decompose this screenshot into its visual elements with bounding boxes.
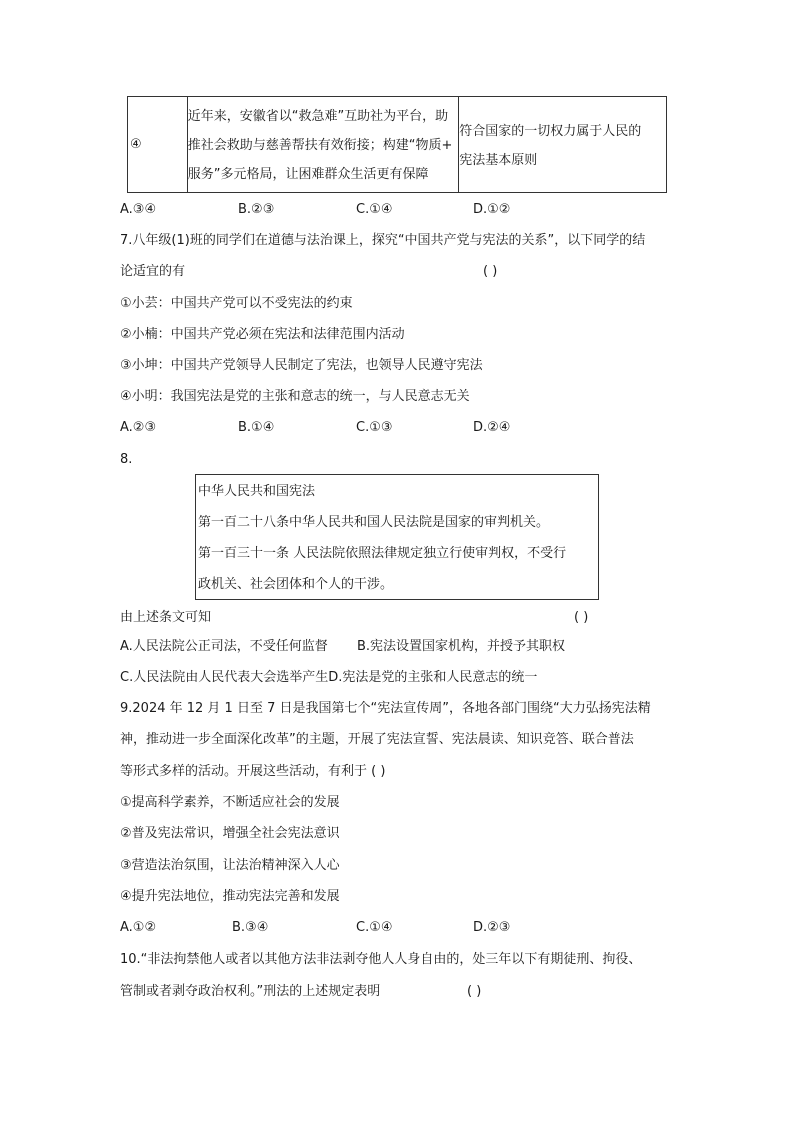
conclusion-line: 宪法基本原则	[459, 152, 538, 168]
q7-stem-line2: 论适宜的有	[120, 264, 186, 279]
q6-option-b[interactable]: B.②③	[238, 202, 275, 217]
q8-answer-blank[interactable]: ( )	[574, 610, 589, 625]
q8-number: 8.	[120, 452, 133, 467]
q7-item: ①小芸：中国共产党可以不受宪法的约束	[120, 296, 353, 311]
material-line: 服务”多元格局，让困难群众生活更有保障	[187, 167, 429, 182]
table-row	[128, 97, 667, 193]
q9-option-c[interactable]: C.①④	[356, 920, 393, 935]
q8-stem: 由上述条文可知	[120, 610, 212, 625]
q9-options	[120, 918, 680, 938]
q8-option-b[interactable]: B.宪法设置国家机构，并授予其职权	[357, 639, 566, 654]
q10-stem-line2: 管制或者剥夺政治权利。”刑法的上述规定表明	[120, 984, 381, 999]
q10-answer-blank[interactable]: ( )	[467, 984, 482, 999]
q7-item: ③小坤：中国共产党领导人民制定了宪法，也领导人民遵守宪法	[120, 358, 483, 373]
material-cell	[187, 97, 459, 193]
constitution-excerpt-box	[195, 474, 599, 600]
q9-option-b[interactable]: B.③④	[232, 920, 269, 935]
q8-option-a[interactable]: A.人民法院公正司法，不受任何监督	[120, 639, 328, 654]
q7-option-a[interactable]: A.②③	[120, 420, 157, 435]
q9-stem-line2: 神，推动进一步全面深化改革”的主题，开展了宪法宣誓、宪法晨读、知识竞答、联合普法	[120, 732, 634, 747]
q7-option-b[interactable]: B.①④	[238, 420, 275, 435]
q6-option-d[interactable]: D.①②	[473, 202, 511, 217]
material-table	[127, 96, 667, 193]
excerpt-line: 第一百二十八条中华人民共和国人民法院是国家的审判机关。	[198, 515, 550, 530]
q10-stem-line1: 10.“非法拘禁他人或者以其他方法非法剥夺他人人身自由的，处三年以下有期徒刑、拘役、	[120, 952, 642, 967]
q9-stem-line3: 等形式多样的活动。开展这些活动，有利于 ( )	[120, 764, 386, 779]
q7-options	[120, 418, 680, 438]
q8-options-row2[interactable]: C.人民法院由人民代表大会选举产生D.宪法是党的主张和人民意志的统一	[120, 670, 538, 685]
q6-option-c[interactable]: C.①④	[356, 202, 393, 217]
q9-option-a[interactable]: A.①②	[120, 920, 157, 935]
q7-stem-line1: 7.八年级(1)班的同学们在道德与法治课上，探究“中国共产党与宪法的关系”，以下同学的结	[120, 233, 646, 248]
q7-item: ②小楠：中国共产党必须在宪法和法律范围内活动	[120, 327, 405, 342]
q6-options	[120, 200, 680, 220]
q9-stem-line1: 9.2024 年 12 月 1 日至 7 日是我国第七个“宪法宣传周”，各地各部门围绕“大力弘扬宪法精	[120, 701, 651, 716]
material-line: 近年来，安徽省以“救急难”互助社为平台，助	[187, 109, 449, 124]
excerpt-title: 中华人民共和国宪法	[198, 484, 316, 499]
q7-answer-blank[interactable]: ( )	[483, 264, 498, 279]
row-number-cell: ④	[128, 97, 188, 193]
q7-option-c[interactable]: C.①③	[356, 420, 393, 435]
q9-item: ④提升宪法地位，推动宪法完善和发展	[120, 889, 340, 904]
q7-option-d[interactable]: D.②④	[473, 420, 511, 435]
material-line: 推社会救助与慈善帮扶有效衔接；构建“物质+	[187, 138, 453, 153]
conclusion-line: 符合国家的一切权力属于人民的	[459, 123, 642, 139]
q9-item: ①提高科学素养，不断适应社会的发展	[120, 795, 340, 810]
excerpt-line: 政机关、社会团体和个人的干涉。	[198, 577, 394, 592]
q8-options-row1	[120, 637, 680, 657]
q9-option-d[interactable]: D.②③	[473, 920, 511, 935]
q9-item: ②普及宪法常识，增强全社会宪法意识	[120, 826, 340, 841]
q6-option-a[interactable]: A.③④	[120, 202, 157, 217]
q7-item: ④小明：我国宪法是党的主张和意志的统一，与人民意志无关	[120, 389, 470, 404]
excerpt-line: 第一百三十一条 人民法院依照法律规定独立行使审判权，不受行	[198, 546, 567, 561]
conclusion-cell	[459, 97, 667, 193]
q9-item: ③营造法治氛围，让法治精神深入人心	[120, 858, 340, 873]
